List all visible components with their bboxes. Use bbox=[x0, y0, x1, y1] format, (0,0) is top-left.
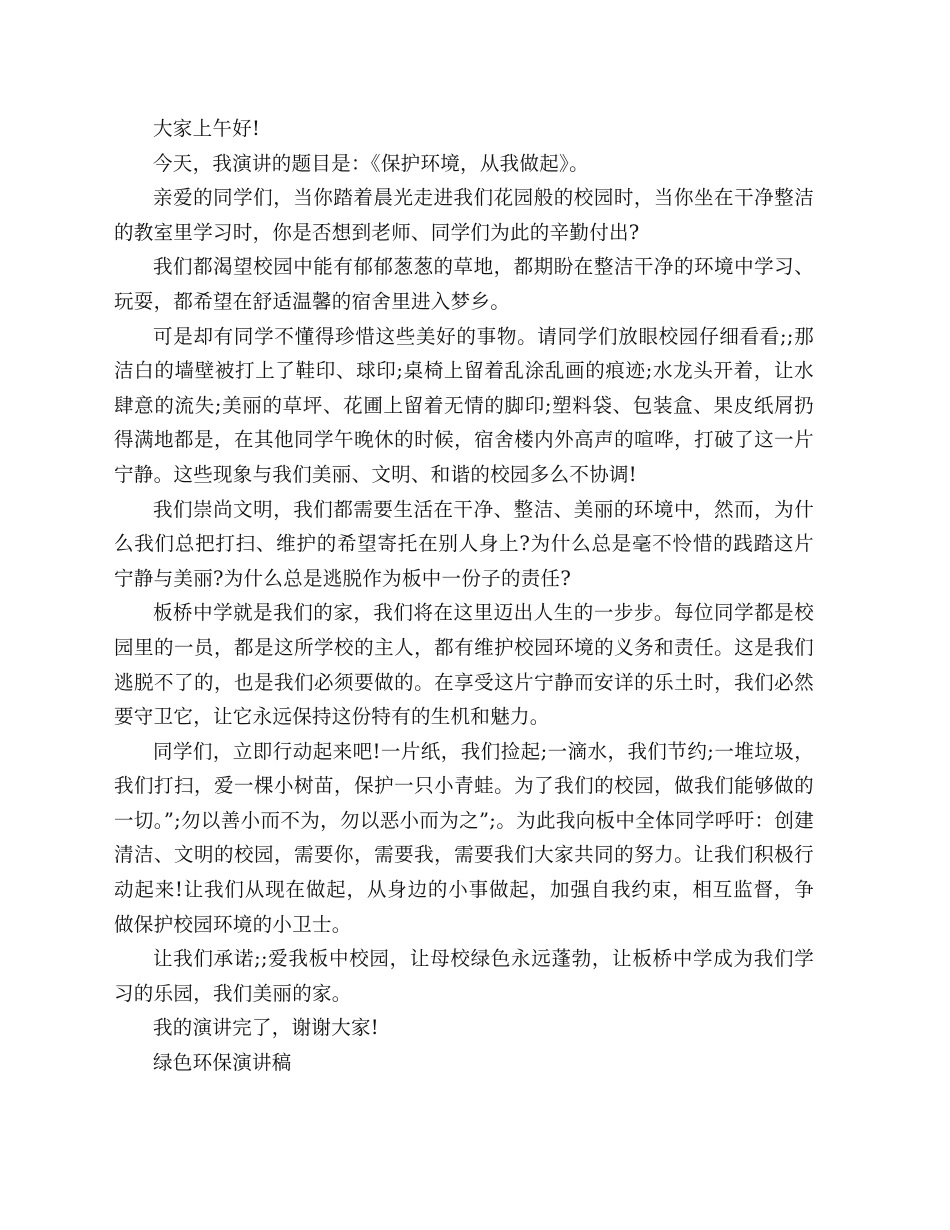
closing-paragraph: 我的演讲完了，谢谢大家! bbox=[153, 1016, 379, 1040]
body-paragraph-7: 让我们承诺;;爱我板中校园，让母校绿色永远蓬勃，让板桥中学成为我们学习的乐园，我们美丽的家。 bbox=[114, 947, 814, 1005]
body-paragraph-5: 板桥中学就是我们的家，我们将在这里迈出人生的一步步。每位同学都是校园里的一员，都是这所学校的主人，都有维护校园环境的义务和责任。这是我们逃脱不了的，也是我们必须要做的。在享受这片宁静而安详的乐土时，我们必然要守卫它，让它永远保持这份特有的生机和魅力。 bbox=[114, 601, 814, 729]
body-paragraph-6: 同学们，立即行动起来吧!一片纸，我们捡起;一滴水，我们节约;一堆垃圾，我们打扫，爱一棵小树苗，保护一只小青蛙。为了我们的校园，做我们能够做的一切。”;勿以善小而不为，勿以恶小而为之”;。为此我向板中全体同学呼吁：创建清洁、文明的校园，需要你，需要我，需要我们大家共同的努力。让我们积极行动起来!让我们从现在做起，从身边的小事做起，加强自我约束，相互监督，争做保护校园环境的小卫士。 bbox=[114, 739, 814, 936]
body-paragraph-4: 我们崇尚文明，我们都需要生活在干净、整洁、美丽的环境中，然而，为什么我们总把打扫、维护的希望寄托在别人身上?为什么总是毫不怜惜的践踏这片宁静与美丽?为什么总是逃脱作为板中一份子的责任? bbox=[114, 497, 814, 590]
body-paragraph-3: 可是却有同学不懂得珍惜这些美好的事物。请同学们放眼校园仔细看看;;那洁白的墙壁被打上了鞋印、球印;桌椅上留着乱涂乱画的痕迹;水龙头开着，让水肆意的流失;美丽的草坪、花圃上留着无情的脚印;塑料袋、包装盒、果皮纸屑扔得满地都是，在其他同学午晚休的时候，宿舍楼内外高声的喧哗，打破了这一片宁静。这些现象与我们美丽、文明、和谐的校园多么不协调! bbox=[114, 324, 814, 486]
next-section-heading: 绿色环保演讲稿 bbox=[153, 1051, 292, 1075]
body-paragraph-2: 我们都渴望校园中能有郁郁葱葱的草地，都期盼在整洁干净的环境中学习、玩耍，都希望在舒适温馨的宿舍里进入梦乡。 bbox=[114, 255, 814, 313]
document-body bbox=[114, 112, 814, 1081]
speech-title-paragraph: 今天，我演讲的题目是：《保护环境，从我做起》。 bbox=[153, 151, 589, 175]
greeting-paragraph: 大家上午好! bbox=[153, 117, 261, 140]
body-paragraph-1: 亲爱的同学们，当你踏着晨光走进我们花园般的校园时，当你坐在干净整洁的教室里学习时，你是否想到老师、同学们为此的辛勤付出? bbox=[114, 186, 814, 244]
